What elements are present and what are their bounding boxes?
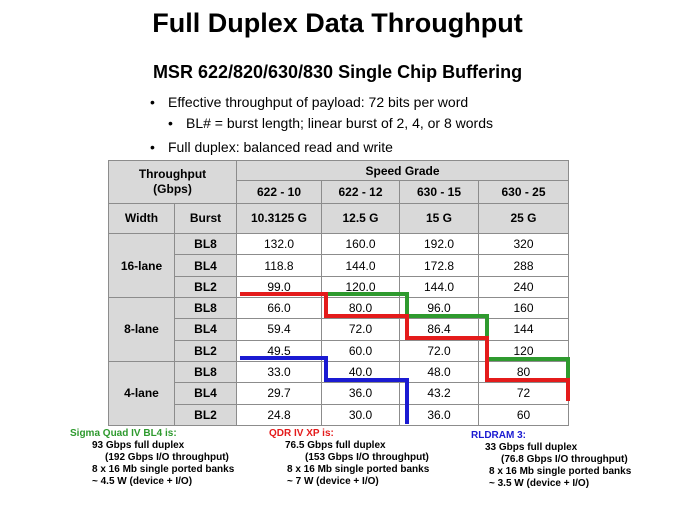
burst-label: BL4 bbox=[175, 383, 237, 404]
burst-header: Burst bbox=[175, 203, 237, 233]
note-line: 33 Gbps full duplex bbox=[485, 442, 578, 453]
table-cell: 120.0 bbox=[322, 276, 400, 297]
burst-label: BL4 bbox=[175, 319, 237, 340]
rate-header: 25 G bbox=[479, 203, 569, 233]
table-cell: 240 bbox=[479, 276, 569, 297]
slide-subtitle: MSR 622/820/630/830 Single Chip Buffering bbox=[152, 62, 523, 82]
table-cell: 160 bbox=[479, 298, 569, 319]
grade-header: 622 - 12 bbox=[322, 181, 400, 203]
table-cell: 80 bbox=[479, 361, 569, 382]
bullet-dot: • bbox=[150, 94, 155, 110]
table-cell: 288 bbox=[479, 255, 569, 276]
table-cell: 48.0 bbox=[400, 361, 479, 382]
note-line: 8 x 16 Mb single ported banks bbox=[287, 464, 430, 475]
table-cell: 80.0 bbox=[322, 298, 400, 319]
note-line: (76.8 Gbps I/O throughput) bbox=[501, 454, 628, 465]
table-cell: 192.0 bbox=[400, 234, 479, 255]
burst-label: BL8 bbox=[175, 361, 237, 382]
rate-header: 12.5 G bbox=[322, 203, 400, 233]
table-cell: 144.0 bbox=[400, 276, 479, 297]
grade-header: 622 - 10 bbox=[237, 181, 322, 203]
table-cell: 29.7 bbox=[237, 383, 322, 404]
note-title: Sigma Quad IV BL4 is: bbox=[70, 428, 177, 439]
speed-grade-header: Speed Grade bbox=[237, 161, 569, 181]
burst-label: BL2 bbox=[175, 404, 237, 425]
bullet-text: Full duplex: balanced read and write bbox=[168, 139, 393, 155]
rldram-note bbox=[471, 430, 632, 490]
burst-label: BL2 bbox=[175, 276, 237, 297]
grade-header: 630 - 15 bbox=[400, 181, 479, 203]
table-cell: 132.0 bbox=[237, 234, 322, 255]
bullet-full-duplex bbox=[150, 139, 393, 155]
table-cell: 86.4 bbox=[400, 319, 479, 340]
qdr-note bbox=[269, 428, 430, 488]
bullet-throughput bbox=[150, 94, 468, 110]
table-cell: 36.0 bbox=[322, 383, 400, 404]
lane-label: 16-lane bbox=[109, 234, 175, 298]
table-cell: 59.4 bbox=[237, 319, 322, 340]
bullet-dot: • bbox=[150, 139, 155, 155]
note-line: (153 Gbps I/O throughput) bbox=[305, 452, 429, 463]
table-cell: 72 bbox=[479, 383, 569, 404]
table-cell: 118.8 bbox=[237, 255, 322, 276]
note-line: 8 x 16 Mb single ported banks bbox=[92, 464, 235, 475]
note-line: (192 Gbps I/O throughput) bbox=[105, 452, 229, 463]
table-cell: 120 bbox=[479, 340, 569, 361]
lane-label: 8-lane bbox=[109, 298, 175, 362]
note-line: 76.5 Gbps full duplex bbox=[285, 440, 386, 451]
table-cell: 96.0 bbox=[400, 298, 479, 319]
table-cell: 43.2 bbox=[400, 383, 479, 404]
note-line: ~ 3.5 W (device + I/O) bbox=[489, 478, 590, 489]
table-cell: 66.0 bbox=[237, 298, 322, 319]
throughput-header: Throughput (Gbps) bbox=[109, 161, 237, 204]
table-cell: 72.0 bbox=[322, 319, 400, 340]
grade-header: 630 - 25 bbox=[479, 181, 569, 203]
table-cell: 72.0 bbox=[400, 340, 479, 361]
table-cell: 144.0 bbox=[322, 255, 400, 276]
rate-header: 15 G bbox=[400, 203, 479, 233]
slide-title: Full Duplex Data Throughput bbox=[152, 8, 523, 38]
table-cell: 49.5 bbox=[237, 340, 322, 361]
table-cell: 320 bbox=[479, 234, 569, 255]
note-title: RLDRAM 3: bbox=[471, 430, 526, 441]
table-cell: 144 bbox=[479, 319, 569, 340]
table-cell: 24.8 bbox=[237, 404, 322, 425]
table-cell: 60 bbox=[479, 404, 569, 425]
note-line: ~ 7 W (device + I/O) bbox=[287, 476, 379, 487]
rate-header: 10.3125 G bbox=[237, 203, 322, 233]
bullet-text: BL# = burst length; linear burst of 2, 4, or 8 words bbox=[186, 115, 494, 131]
table-cell: 160.0 bbox=[322, 234, 400, 255]
table-cell: 36.0 bbox=[400, 404, 479, 425]
lane-label: 4-lane bbox=[109, 361, 175, 425]
burst-label: BL8 bbox=[175, 234, 237, 255]
table-cell: 172.8 bbox=[400, 255, 479, 276]
bullet-burst-length bbox=[168, 115, 493, 131]
burst-label: BL8 bbox=[175, 298, 237, 319]
table-cell: 40.0 bbox=[322, 361, 400, 382]
note-line: 8 x 16 Mb single ported banks bbox=[489, 466, 632, 477]
note-line: 93 Gbps full duplex bbox=[92, 440, 185, 451]
note-line: ~ 4.5 W (device + I/O) bbox=[92, 476, 193, 487]
table-cell: 99.0 bbox=[237, 276, 322, 297]
table-cell: 30.0 bbox=[322, 404, 400, 425]
burst-label: BL4 bbox=[175, 255, 237, 276]
table-cell: 33.0 bbox=[237, 361, 322, 382]
burst-label: BL2 bbox=[175, 340, 237, 361]
bullet-text: Effective throughput of payload: 72 bits per word bbox=[168, 94, 469, 110]
width-header: Width bbox=[109, 203, 175, 233]
sigma-quad-note bbox=[70, 428, 235, 488]
bullet-dot: • bbox=[168, 115, 173, 131]
table-cell: 60.0 bbox=[322, 340, 400, 361]
note-title: QDR IV XP is: bbox=[269, 428, 334, 439]
throughput-table bbox=[108, 160, 569, 426]
